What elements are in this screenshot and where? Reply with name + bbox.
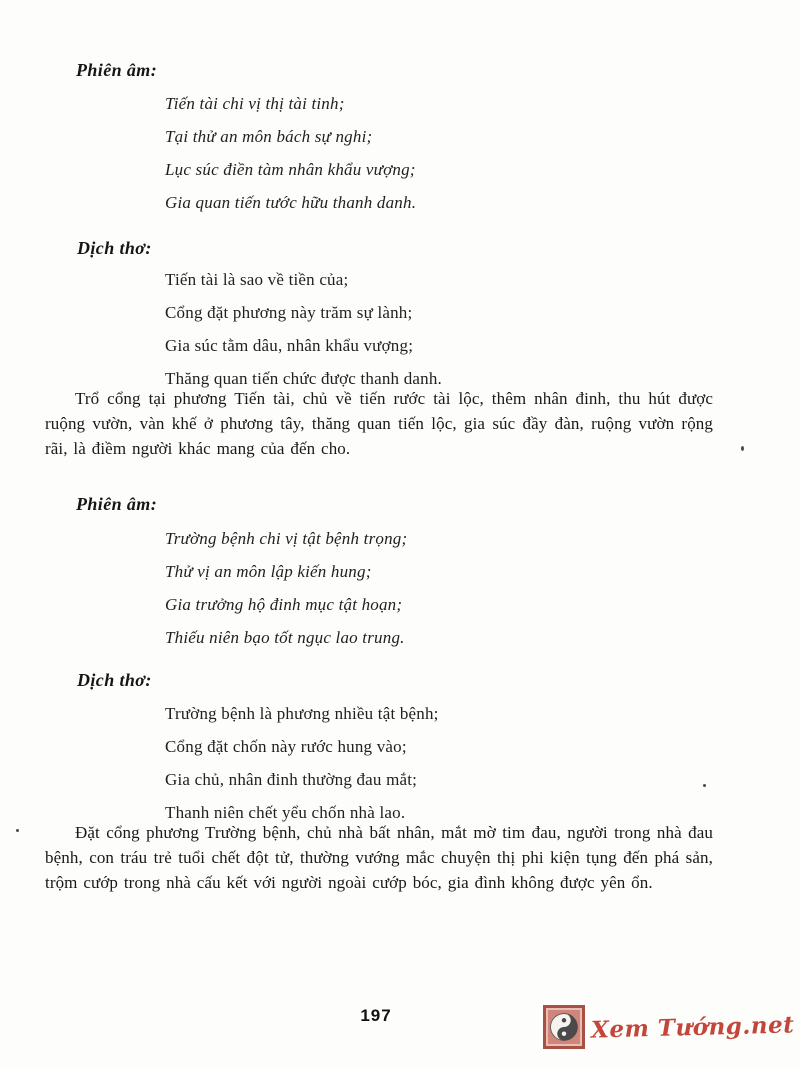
section-heading-dich-tho-2: Dịch thơ: — [77, 670, 152, 690]
verse-block-phien-am-2 — [165, 522, 407, 654]
verse-line: Thử vị an môn lập kiến hung; — [165, 562, 372, 581]
verse-block-dich-tho-1 — [165, 263, 442, 395]
verse-line: Cổng đặt chốn này rước hung vào; — [165, 737, 407, 756]
verse-line: Lục súc điền tàm nhân khẩu vượng; — [165, 160, 416, 179]
verse-line: Cổng đặt phương này trăm sự lành; — [165, 303, 413, 322]
verse-line: Gia trưởng hộ đinh mục tật hoạn; — [165, 595, 403, 614]
verse-line: Tiến tài là sao về tiền của; — [165, 270, 349, 289]
verse-line: Gia quan tiến tước hữu thanh danh. — [165, 193, 417, 212]
commentary-paragraph-2: Đặt cổng phương Trường bệnh, chủ nhà bất nhân, mắt mờ tim đau, người trong nhà đau bệnh, con tráu trẻ tuổi chết đột tử, thường vướng mắc chuyện thị phi kiện tụng đến phá sản, trộm cướp trong nhà cấu kết với người ngoài cướp bóc, gia đình không được yên ổn. — [45, 823, 713, 892]
verse-line: Thanh niên chết yểu chốn nhà lao. — [165, 803, 406, 822]
verse-line: Thiếu niên bạo tốt ngục lao trung. — [165, 628, 405, 647]
scan-speck — [741, 446, 744, 451]
verse-line: Gia súc tằm dâu, nhân khẩu vượng; — [165, 336, 414, 355]
verse-block-phien-am-1 — [165, 87, 416, 219]
verse-line: Trường bệnh là phương nhiều tật bệnh; — [165, 704, 439, 723]
verse-line: Tiến tài chi vị thị tài tinh; — [165, 94, 345, 113]
section-heading-phien-am-1: Phiên âm: — [76, 60, 158, 80]
section-heading-phien-am-2: Phiên âm: — [76, 494, 158, 514]
verse-line: Gia chủ, nhân đinh thường đau mắt; — [165, 770, 418, 789]
verse-line: Tại thử an môn bách sự nghi; — [165, 127, 373, 146]
page-number: 197 — [360, 1006, 392, 1025]
verse-block-dich-tho-2 — [165, 697, 439, 829]
watermark-site-name: Xem Tướng.net — [590, 1010, 795, 1044]
yin-yang-icon — [543, 1005, 585, 1049]
scan-speck — [16, 829, 19, 832]
section-heading-dich-tho-1: Dịch thơ: — [77, 238, 152, 258]
watermark — [543, 1005, 794, 1049]
verse-line: Trường bệnh chi vị tật bệnh trọng; — [165, 529, 408, 548]
scan-speck — [703, 784, 706, 787]
commentary-paragraph-1: Trổ cổng tại phương Tiến tài, chủ về tiến rước tài lộc, thêm nhân đinh, thu hút được ruộng vườn, vàn khế ở phương tây, thăng quan tiến lộc, gia súc đầy đàn, ruộng vườn rộng rãi, là điềm người khác mang của đến cho. — [45, 389, 713, 458]
verse-line: Thăng quan tiến chức được thanh danh. — [165, 369, 442, 388]
